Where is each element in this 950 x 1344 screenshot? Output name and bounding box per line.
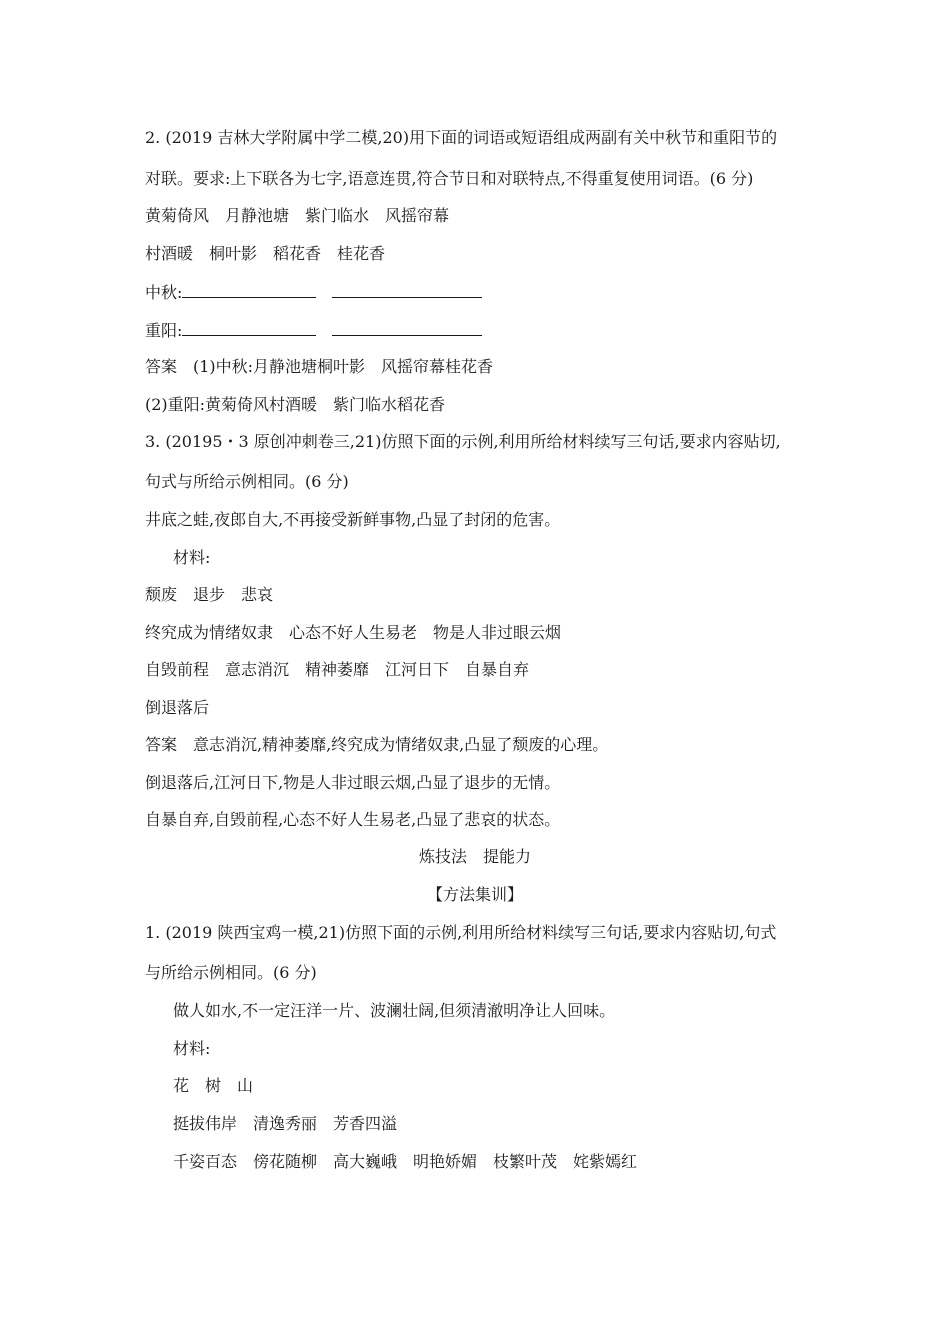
q3-material-1: 颓废 退步 悲哀 (145, 585, 274, 604)
m1-prompt-line2: 与所给示例相同。(6 分) (145, 963, 317, 982)
zhongqiu-blank-lower[interactable] (332, 281, 482, 298)
chongyang-blank-lower[interactable] (332, 319, 482, 336)
m1-material-2: 挺拔伟岸 清逸秀丽 芳香四溢 (173, 1114, 398, 1133)
zhongqiu-label: 中秋: (145, 283, 183, 302)
q3-material-4: 倒退落后 (145, 698, 210, 717)
zhongqiu-blank-upper[interactable] (182, 281, 316, 298)
q3-answer-3: 自暴自弃,自毁前程,心态不好人生易老,凸显了悲哀的状态。 (145, 810, 561, 829)
q2-chongyang-row (145, 319, 830, 342)
m1-material-3: 千姿百态 傍花随柳 高大巍峨 明艳娇媚 枝繁叶茂 姹紫嫣红 (173, 1152, 638, 1171)
section-subtitle: 【方法集训】 (426, 885, 523, 904)
q3-answer-2: 倒退落后,江河日下,物是人非过眼云烟,凸显了退步的无情。 (145, 773, 561, 792)
q2-zhongqiu-row (145, 281, 830, 304)
q3-material-2: 终究成为情绪奴隶 心态不好人生易老 物是人非过眼云烟 (145, 623, 562, 642)
q3-answer-1: 答案 意志消沉,精神萎靡,终究成为情绪奴隶,凸显了颓废的心理。 (145, 735, 609, 754)
q3-prompt-line2: 句式与所给示例相同。(6 分) (145, 472, 349, 491)
q2-word-list-2: 村酒暖 桐叶影 稻花香 桂花香 (145, 244, 386, 263)
q2-answer-1: 答案 (1)中秋:月静池塘桐叶影 风摇帘幕桂花香 (145, 357, 494, 376)
m1-example: 做人如水,不一定汪洋一片、波澜壮阔,但须清澈明净让人回味。 (173, 1001, 616, 1020)
m1-material-label: 材料: (173, 1039, 211, 1058)
m1-material-1: 花 树 山 (173, 1076, 254, 1095)
m1-prompt-line1: 1. (2019 陕西宝鸡一模,21)仿照下面的示例,利用所给材料续写三句话,要求内容贴切,句式 (145, 923, 777, 942)
section-title: 炼技法 提能力 (418, 847, 531, 866)
chongyang-label: 重阳: (145, 321, 183, 340)
q3-material-3: 自毁前程 意志消沉 精神萎靡 江河日下 自暴自弃 (145, 660, 530, 679)
q3-example: 井底之蛙,夜郎自大,不再接受新鲜事物,凸显了封闭的危害。 (145, 510, 561, 529)
chongyang-blank-upper[interactable] (182, 319, 316, 336)
q2-prompt-line1: 2. (2019 吉林大学附属中学二模,20)用下面的词语或短语组成两副有关中秋节和重阳节的 (145, 128, 778, 147)
q2-word-list-1: 黄菊倚风 月静池塘 紫门临水 风摇帘幕 (145, 206, 450, 225)
q2-answer-2: (2)重阳:黄菊倚风村酒暖 紫门临水稻花香 (145, 395, 446, 414)
q3-material-label: 材料: (173, 548, 211, 567)
q3-prompt-line1: 3. (20195・3 原创冲刺卷三,21)仿照下面的示例,利用所给材料续写三句话,要求内容贴切, (145, 432, 781, 451)
q2-prompt-line2: 对联。要求:上下联各为七字,语意连贯,符合节日和对联特点,不得重复使用词语。(6 分) (145, 169, 754, 188)
